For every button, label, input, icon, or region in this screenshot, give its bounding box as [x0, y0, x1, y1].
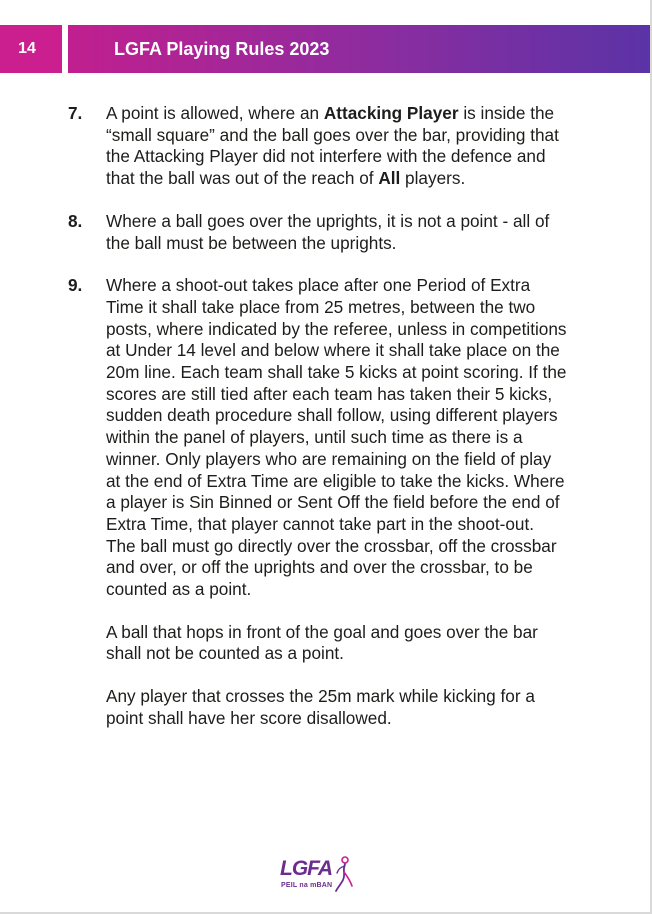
rule-number: 7. — [68, 103, 83, 123]
page-header — [0, 25, 650, 73]
rule-text-segment: A point is allowed, where an — [106, 103, 324, 123]
rule-text — [106, 103, 568, 190]
extra-paragraphs — [68, 622, 568, 730]
rule-number: 8. — [68, 210, 83, 231]
page-number: 14 — [0, 25, 62, 73]
rule-item — [68, 103, 568, 190]
player-figure-icon — [333, 856, 355, 896]
rule-text-segment: Where a shoot-out takes place after one Period of Extra Time it shall take place from 25 metres, between the two posts, where indicated by the referee, unless in competitions at Under 14 level and below where it shall take place on the 20m line. Each team shall take 5 kicks at point scoring. If the scores are still tied after each team has taken their 5 kicks, sudden death procedure shall follow, using different players within the panel of players, until such time as there is a winner. Only players who are remaining on the field of play at the end of Extra Time are eligible to take the kicks. Where a player is Sin Binned or Sent Off the field before the end of Extra Time, that player cannot take part in the shoot-out. The ball must go directly over the crossbar, off the crossbar and over, or off the uprights and over the crossbar, to be counted as a point. — [106, 275, 567, 600]
rule-text-segment: Where a ball goes over the uprights, it is not a point - all of the ball must be between the uprights. — [106, 210, 550, 253]
rule-item — [68, 275, 568, 601]
rule-paragraph: Any player that crosses the 25m mark while kicking for a point shall have her score disallowed. — [106, 686, 535, 728]
logo-text: LGFA — [280, 857, 332, 880]
rule-number: 9. — [68, 275, 83, 296]
header-title-bar — [68, 25, 650, 73]
rules-content — [68, 103, 568, 751]
rule-text-segment: players. — [400, 168, 466, 189]
rule-text — [106, 275, 568, 601]
logo-subtext: PEIL na mBAN — [281, 882, 333, 889]
rule-paragraph: A ball that hops in front of the goal and goes over the bar shall not be counted as a point. — [106, 621, 538, 664]
rule-text-emphasis: All — [378, 168, 401, 189]
rule-text-segment: is inside the “small square” and the ball goes over the bar, providing that the Attacking Player did not interfere with the defence and that the ball was out of the reach of — [106, 103, 559, 189]
rules-list — [68, 103, 568, 601]
lgfa-logo — [280, 856, 360, 898]
rule-text-emphasis: Attacking Player — [323, 103, 459, 123]
document-title: LGFA Playing Rules 2023 — [114, 38, 330, 59]
rule-text — [106, 211, 568, 254]
rule-item — [68, 211, 568, 254]
